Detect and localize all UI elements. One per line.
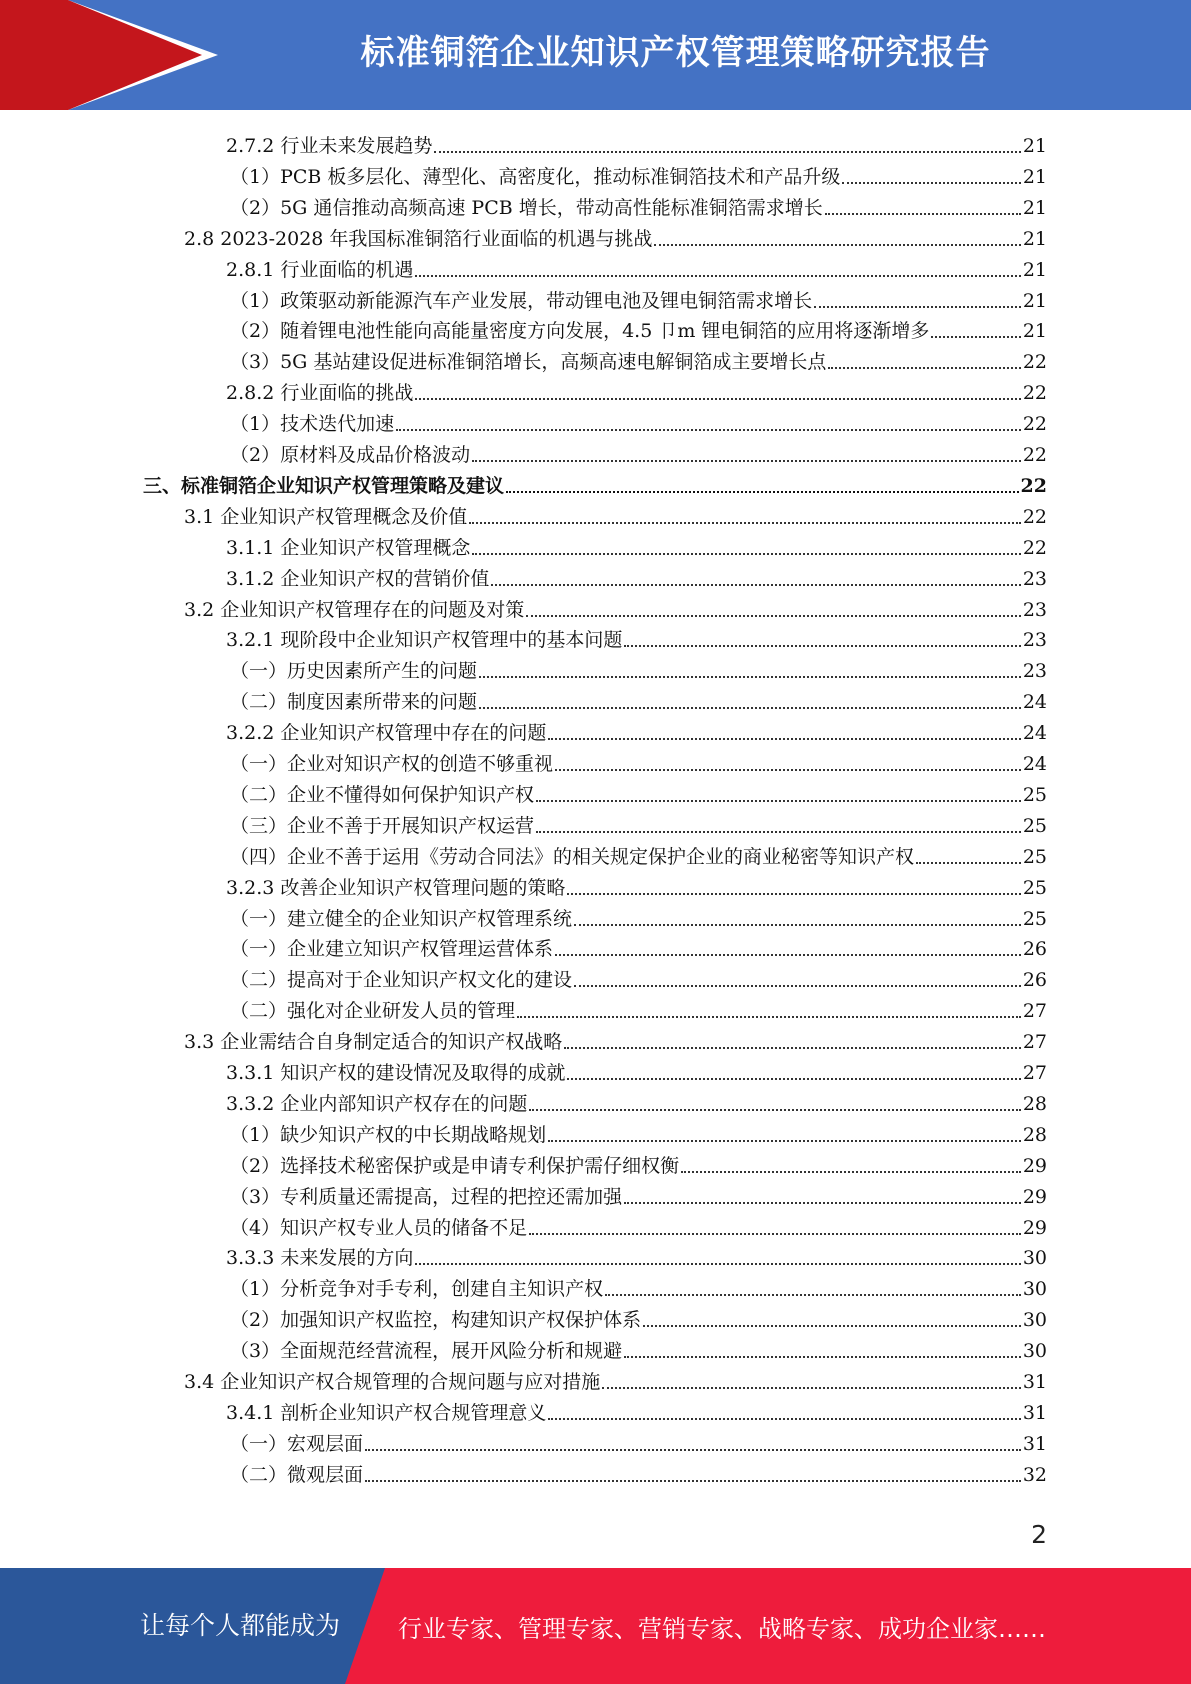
toc-entry-page: 29 xyxy=(1022,1185,1047,1208)
toc-entry-page: 22 xyxy=(1022,382,1047,405)
toc-leader-dots xyxy=(814,306,1021,308)
toc-entry-title: （一）企业对知识产权的创造不够重视 xyxy=(230,753,554,775)
toc-leader-dots xyxy=(472,553,1020,555)
toc-entry-page: 27 xyxy=(1022,1000,1047,1023)
toc-leader-dots xyxy=(564,1047,1021,1049)
header-red-band xyxy=(0,0,68,110)
toc-entry[interactable] xyxy=(226,374,1047,405)
toc-entry[interactable] xyxy=(184,591,1047,622)
toc-entry-page: 21 xyxy=(1022,196,1047,219)
toc-entry-title: （2）随着锂电池性能向高能量密度方向发展，4.5 卩m 锂电铜箔的应用将逐渐增多 xyxy=(230,320,930,343)
toc-entry-page: 22 xyxy=(1022,413,1047,436)
toc-entry[interactable] xyxy=(230,652,1047,683)
toc-entry-page: 22 xyxy=(1022,351,1047,374)
toc-entry-title: （1）缺少知识产权的中长期战略规划 xyxy=(230,1123,547,1146)
toc-leader-dots xyxy=(365,1449,1021,1451)
toc-entry-page: 24 xyxy=(1022,722,1047,745)
toc-leader-dots xyxy=(469,522,1021,524)
toc-entry[interactable] xyxy=(230,992,1047,1023)
toc-entry-page: 31 xyxy=(1022,1432,1047,1455)
toc-entry[interactable] xyxy=(230,312,1047,343)
toc-entry-title: （二）制度因素所带来的问题 xyxy=(230,691,478,714)
toc-entry-title: 2.8 2023-2028 年我国标准铜箔行业面临的机遇与挑战 xyxy=(184,227,653,250)
toc-entry[interactable] xyxy=(184,498,1047,529)
toc-entry-page: 22 xyxy=(1020,474,1047,497)
toc-leader-dots xyxy=(624,645,1020,647)
footer-slogan-right: 行业专家、管理专家、营销专家、战略专家、成功企业家…… xyxy=(398,1615,1046,1643)
toc-entry-page: 24 xyxy=(1022,753,1047,775)
toc-leader-dots xyxy=(415,398,1020,400)
toc-entry-title: （3）专利质量还需提高，过程的把控还需加强 xyxy=(230,1185,623,1208)
toc-leader-dots xyxy=(828,367,1020,369)
page-number: 2 xyxy=(1031,1520,1047,1549)
toc-entry-title: （二）微观层面 xyxy=(230,1463,364,1486)
toc-leader-dots xyxy=(491,584,1020,586)
toc-entry[interactable] xyxy=(230,405,1047,436)
toc-leader-dots xyxy=(825,213,1021,215)
toc-entry-title: （1）PCB 板多层化、薄型化、高密度化，推动标准铜箔技术和产品升级 xyxy=(230,165,841,188)
toc-entry[interactable] xyxy=(230,343,1047,374)
toc-leader-dots xyxy=(415,275,1020,277)
toc-entry-page: 29 xyxy=(1022,1216,1047,1239)
toc-leader-dots xyxy=(506,491,1019,493)
toc-leader-dots xyxy=(526,615,1021,617)
page-footer xyxy=(0,1568,1191,1684)
toc-entry-title: 2.8.1 行业面临的机遇 xyxy=(226,258,414,281)
toc-entry[interactable] xyxy=(226,1394,1047,1425)
toc-leader-dots xyxy=(472,460,1021,462)
toc-leader-dots xyxy=(536,800,1021,802)
toc-leader-dots xyxy=(574,924,1021,926)
header-red-chevron xyxy=(68,0,202,110)
toc-entry-title: （3）5G 基站建设促进标准铜箔增长，高频高速电解铜箔成主要增长点 xyxy=(230,351,827,374)
toc-entry[interactable] xyxy=(226,251,1047,282)
toc-entry-title: （3）全面规范经营流程，展开风险分析和规避 xyxy=(230,1340,623,1363)
toc-entry[interactable] xyxy=(230,1178,1047,1209)
toc-leader-dots xyxy=(567,893,1020,895)
toc-entry-page: 28 xyxy=(1022,1123,1047,1146)
toc-entry[interactable] xyxy=(230,683,1047,714)
toc-entry[interactable] xyxy=(230,436,1047,467)
toc-entry-title: （2）加强知识产权监控，构建知识产权保护体系 xyxy=(230,1309,642,1332)
toc-leader-dots xyxy=(479,676,1021,678)
toc-leader-dots xyxy=(548,738,1020,740)
toc-leader-dots xyxy=(605,1294,1021,1296)
toc-entry-page: 21 xyxy=(1022,258,1047,281)
toc-entry-title: 3.3.3 未来发展的方向 xyxy=(226,1247,414,1270)
toc-entry-title: 3.1.1 企业知识产权管理概念 xyxy=(226,536,471,559)
toc-leader-dots xyxy=(654,244,1020,246)
toc-entry-page: 25 xyxy=(1022,783,1047,806)
toc-entry-page: 31 xyxy=(1022,1371,1047,1393)
toc-entry-title: （一）宏观层面 xyxy=(230,1432,364,1455)
toc-entry-title: 3.3 企业需结合自身制定适合的知识产权战略 xyxy=(184,1031,563,1054)
toc-leader-dots xyxy=(529,1233,1021,1235)
toc-entry[interactable] xyxy=(230,1147,1047,1178)
toc-entry-page: 21 xyxy=(1022,135,1047,157)
toc-entry[interactable] xyxy=(230,1301,1047,1332)
toc-entry-title: （1）分析竞争对手专利，创建自主知识产权 xyxy=(230,1278,604,1301)
toc-entry[interactable] xyxy=(230,1270,1047,1301)
toc-entry-page: 30 xyxy=(1022,1309,1047,1332)
toc-entry[interactable] xyxy=(230,1116,1047,1147)
toc-entry-page: 22 xyxy=(1022,444,1047,466)
toc-entry[interactable] xyxy=(230,1332,1047,1363)
toc-entry-page: 26 xyxy=(1022,938,1047,961)
toc-leader-dots xyxy=(842,182,1020,184)
toc-entry[interactable] xyxy=(230,282,1047,313)
toc-entry[interactable] xyxy=(226,1085,1047,1116)
toc-entry[interactable] xyxy=(184,1023,1047,1054)
page-header xyxy=(0,0,1191,110)
toc-entry[interactable] xyxy=(226,1239,1047,1270)
toc-entry-page: 22 xyxy=(1022,505,1047,528)
toc-entry-title: （2）原材料及成品价格波动 xyxy=(230,444,471,466)
toc-entry-title: （一）历史因素所产生的问题 xyxy=(230,660,478,683)
toc-leader-dots xyxy=(555,954,1021,956)
toc-entry-title: 3.3.2 企业内部知识产权存在的问题 xyxy=(226,1092,528,1115)
toc-leader-dots xyxy=(624,1356,1021,1358)
toc-entry-title: 3.1.2 企业知识产权的营销价值 xyxy=(226,567,490,590)
toc-entry-title: （二）提高对于企业知识产权文化的建设 xyxy=(230,969,573,992)
toc-entry[interactable] xyxy=(230,158,1047,189)
toc-leader-dots xyxy=(529,1109,1020,1111)
toc-entry[interactable] xyxy=(230,961,1047,992)
toc-entry-page: 27 xyxy=(1022,1062,1047,1084)
toc-entry[interactable] xyxy=(230,900,1047,931)
toc-entry-title: 3.4.1 剖析企业知识产权合规管理意义 xyxy=(226,1401,547,1424)
toc-entry[interactable] xyxy=(226,127,1047,158)
toc-entry-title: （三）企业不善于开展知识产权运营 xyxy=(230,814,535,837)
toc-entry-title: （2）5G 通信推动高频高速 PCB 增长，带动高性能标准铜箔需求增长 xyxy=(230,196,823,219)
toc-leader-dots xyxy=(479,707,1021,709)
toc-entry-title: （二）企业不懂得如何保护知识产权 xyxy=(230,783,535,806)
toc-entry[interactable] xyxy=(226,714,1047,745)
toc-entry[interactable] xyxy=(230,807,1047,838)
toc-entry-page: 23 xyxy=(1022,598,1047,621)
toc-entry-page: 24 xyxy=(1022,691,1047,714)
toc-leader-dots xyxy=(548,1418,1020,1420)
toc-entry-title: 三、标准铜箔企业知识产权管理策略及建议 xyxy=(143,474,505,497)
toc-entry-title: 3.2.2 企业知识产权管理中存在的问题 xyxy=(226,722,547,745)
toc-entry[interactable] xyxy=(226,1054,1047,1085)
toc-leader-dots xyxy=(567,1078,1020,1080)
toc-entry-page: 21 xyxy=(1022,289,1047,312)
toc-leader-dots xyxy=(415,1263,1020,1265)
toc-leader-dots xyxy=(517,1016,1021,1018)
toc-leader-dots xyxy=(574,985,1021,987)
toc-entry[interactable] xyxy=(230,1425,1047,1456)
toc-leader-dots xyxy=(365,1480,1021,1482)
toc-entry-title: 2.8.2 行业面临的挑战 xyxy=(226,382,414,405)
toc-entry-title: （二）强化对企业研发人员的管理 xyxy=(230,1000,516,1023)
toc-entry-page: 22 xyxy=(1022,536,1047,559)
toc-entry-title: 3.2.3 改善企业知识产权管理问题的策略 xyxy=(226,876,566,899)
toc-entry-title: （1）技术迭代加速 xyxy=(230,413,395,436)
toc-entry-title: 2.7.2 行业未来发展趋势 xyxy=(226,135,433,157)
toc-entry-title: （一）建立健全的企业知识产权管理系统 xyxy=(230,907,573,930)
toc-entry-page: 30 xyxy=(1022,1247,1047,1270)
toc-entry-page: 21 xyxy=(1022,165,1047,188)
toc-leader-dots xyxy=(916,862,1021,864)
toc-entry-title: （1）政策驱动新能源汽车产业发展，带动锂电池及锂电铜箔需求增长 xyxy=(230,289,813,312)
toc-entry-page: 27 xyxy=(1022,1031,1047,1054)
toc-entry-page: 32 xyxy=(1022,1463,1047,1486)
toc-entry-page: 28 xyxy=(1022,1092,1047,1115)
toc-entry[interactable] xyxy=(230,189,1047,220)
toc-entry-page: 23 xyxy=(1022,629,1047,652)
toc-leader-dots xyxy=(548,1140,1021,1142)
toc-leader-dots xyxy=(643,1325,1021,1327)
footer-slogan-left: 让每个人都能成为 xyxy=(140,1611,341,1640)
document-title: 标准铜箔企业知识产权管理策略研究报告 xyxy=(360,33,991,73)
toc-entry[interactable] xyxy=(230,1209,1047,1240)
toc-entry-page: 30 xyxy=(1022,1278,1047,1301)
toc-entry[interactable] xyxy=(184,220,1047,251)
toc-entry-title: 3.2 企业知识产权管理存在的问题及对策 xyxy=(184,598,525,621)
toc-leader-dots xyxy=(624,1202,1021,1204)
toc-leader-dots xyxy=(931,336,1020,338)
toc-entry-page: 23 xyxy=(1022,660,1047,683)
toc-entry[interactable] xyxy=(184,1363,1047,1394)
toc-entry-title: （2）选择技术秘密保护或是申请专利保护需仔细权衡 xyxy=(230,1154,680,1177)
toc-entry-page: 30 xyxy=(1022,1340,1047,1363)
toc-entry-page: 21 xyxy=(1022,320,1047,343)
toc-leader-dots xyxy=(602,1387,1021,1389)
toc-entry-title: 3.3.1 知识产权的建设情况及取得的成就 xyxy=(226,1062,566,1084)
toc-entry-page: 21 xyxy=(1022,227,1047,250)
toc-leader-dots xyxy=(536,831,1021,833)
toc-entry[interactable] xyxy=(230,1456,1047,1487)
toc-entry-page: 25 xyxy=(1022,876,1047,899)
footer-blue-slant xyxy=(345,1568,385,1684)
toc-entry-page: 29 xyxy=(1022,1154,1047,1177)
toc-entry[interactable] xyxy=(230,838,1047,869)
toc-entry-page: 31 xyxy=(1022,1401,1047,1424)
toc-entry-title: （一）企业建立知识产权管理运营体系 xyxy=(230,938,554,961)
toc-entry[interactable] xyxy=(226,560,1047,591)
toc-entry-page: 26 xyxy=(1022,969,1047,992)
toc-entry-page: 25 xyxy=(1022,845,1047,868)
toc-entry-title: 3.1 企业知识产权管理概念及价值 xyxy=(184,505,468,528)
toc-entry-page: 25 xyxy=(1022,907,1047,930)
toc-entry-title: （4）知识产权专业人员的储备不足 xyxy=(230,1216,528,1239)
toc-leader-dots xyxy=(555,769,1021,771)
toc-leader-dots xyxy=(434,151,1020,153)
toc-entry[interactable] xyxy=(226,621,1047,652)
toc-entry-page: 25 xyxy=(1022,814,1047,837)
toc-leader-dots xyxy=(396,429,1021,431)
toc-entry[interactable] xyxy=(226,529,1047,560)
toc-entry[interactable] xyxy=(230,745,1047,776)
toc-entry-title: 3.2.1 现阶段中企业知识产权管理中的基本问题 xyxy=(226,629,623,652)
toc-entry[interactable] xyxy=(226,869,1047,900)
toc-entry-title: （四）企业不善于运用《劳动合同法》的相关规定保护企业的商业秘密等知识产权 xyxy=(230,845,915,868)
toc-entry-title: 3.4 企业知识产权合规管理的合规问题与应对措施 xyxy=(184,1371,601,1393)
toc-entry[interactable] xyxy=(143,467,1047,498)
toc-entry[interactable] xyxy=(230,930,1047,961)
toc-entry[interactable] xyxy=(230,776,1047,807)
toc-leader-dots xyxy=(681,1171,1021,1173)
toc-entry-page: 23 xyxy=(1022,567,1047,590)
